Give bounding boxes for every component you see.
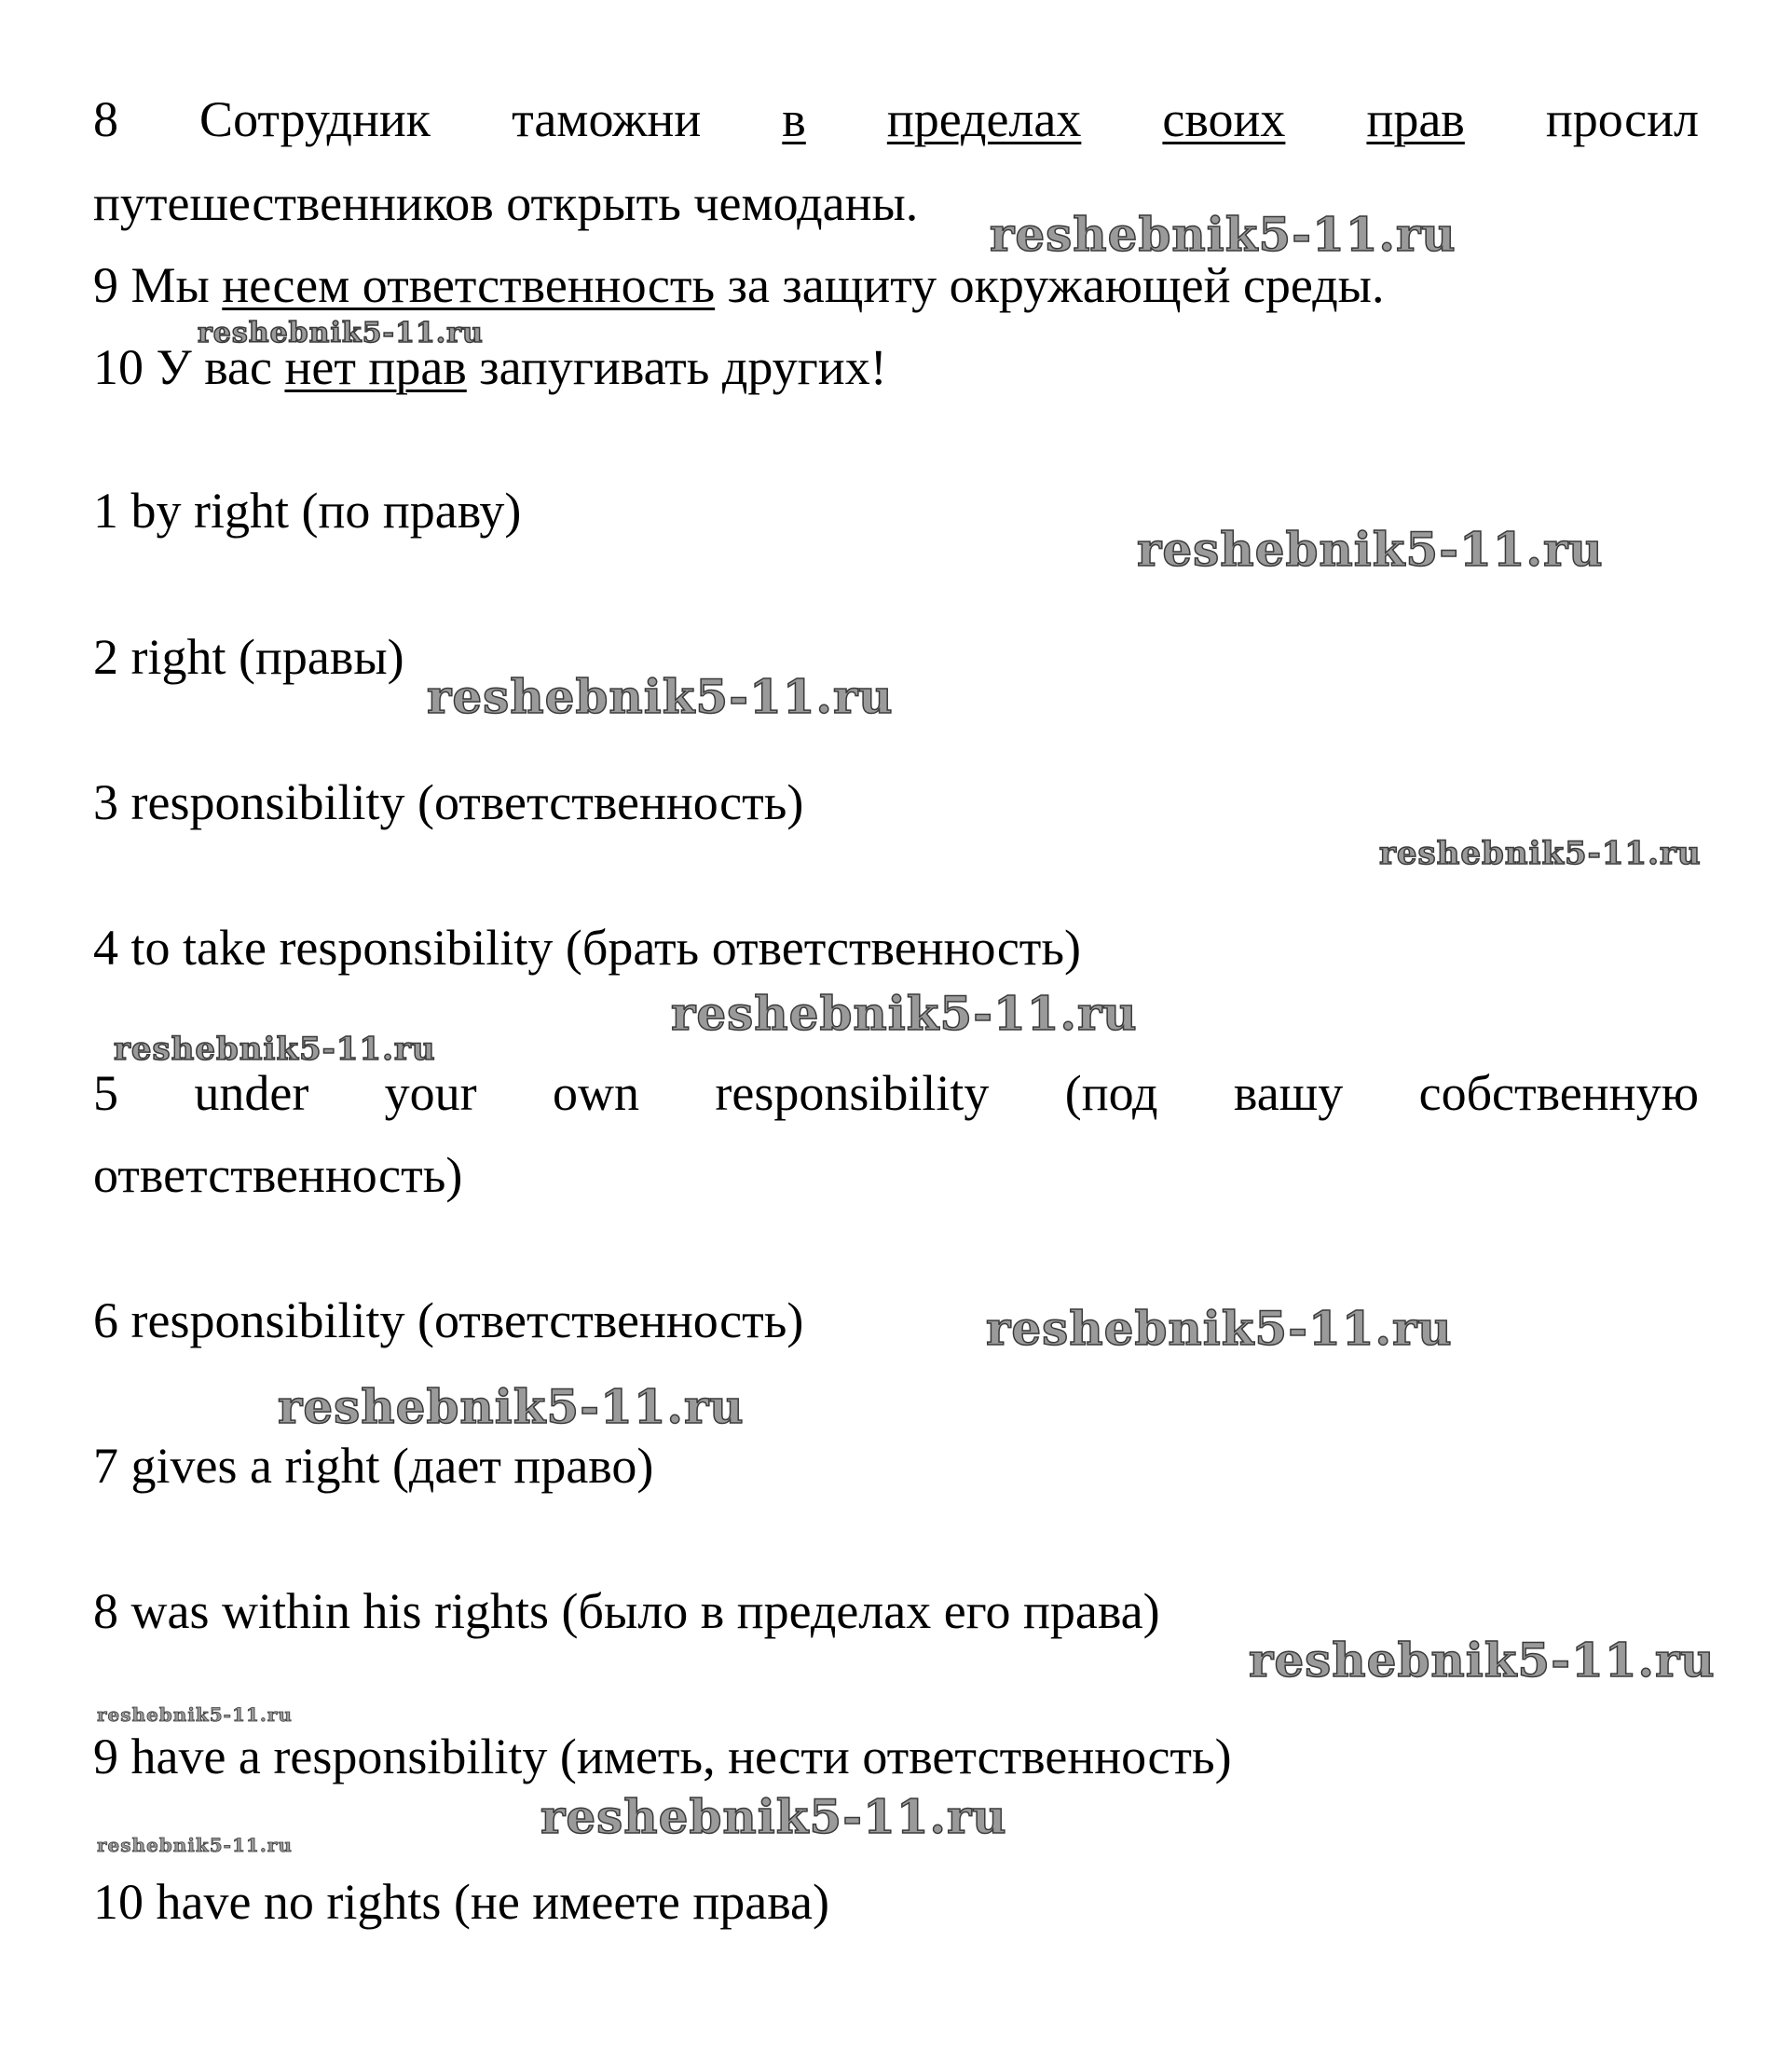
answer-9: 9 have a responsibility (иметь, нести ответственность) (93, 1729, 1232, 1784)
watermark: reshebnik5-11.ru (114, 1031, 436, 1068)
watermark: reshebnik5-11.ru (990, 207, 1457, 262)
answer-5-word: under (194, 1065, 309, 1121)
answer-5-word: own (553, 1065, 640, 1121)
answer-5-word: (под (1064, 1065, 1158, 1121)
answer-6: 6 responsibility (ответственность) (93, 1292, 804, 1348)
sentence-9 (93, 257, 1699, 313)
answer-3: 3 responsibility (ответственность) (93, 774, 804, 830)
sentence-8-underlined-word: пределах (886, 91, 1082, 147)
watermark: reshebnik5-11.ru (1249, 1633, 1716, 1688)
answer-5-line-1 (93, 1065, 1699, 1121)
watermark: reshebnik5-11.ru (540, 1789, 1007, 1844)
answer-8: 8 was within his rights (было в пределах его права) (93, 1583, 1160, 1639)
sentence-8-word: просил (1545, 91, 1699, 147)
sentence-10-start: 10 У вас (93, 339, 285, 395)
answer-5-word: вашу (1233, 1065, 1344, 1121)
answer-5-word: your (384, 1065, 477, 1121)
watermark: reshebnik5-11.ru (278, 1379, 745, 1434)
sentence-8-word: таможни (512, 91, 702, 147)
answer-5-word: responsibility (715, 1065, 990, 1121)
sentence-8-word: Сотрудник (199, 91, 431, 147)
watermark: reshebnik5-11.ru (427, 669, 894, 724)
sentence-8-line-2: путешественников открыть чемоданы. (93, 175, 919, 231)
answer-10: 10 have no rights (не имеете права) (93, 1874, 829, 1930)
sentence-9-underlined: несем ответственность (222, 257, 716, 313)
answer-5-line-2: ответственность) (93, 1147, 463, 1203)
sentence-9-start: 9 Мы (93, 257, 223, 313)
sentence-8-number: 8 (93, 91, 118, 147)
watermark: reshebnik5-11.ru (1379, 835, 1702, 872)
answer-1: 1 by right (по праву) (93, 483, 522, 539)
sentence-10-end: запугивать других! (466, 339, 887, 395)
answer-5-word: собственную (1418, 1065, 1699, 1121)
sentence-8-underlined-word: своих (1162, 91, 1286, 147)
watermark: reshebnik5-11.ru (97, 1834, 293, 1856)
watermark: reshebnik5-11.ru (198, 317, 484, 349)
sentence-8-underlined-word: в (782, 91, 806, 147)
answer-7: 7 gives a right (дает право) (93, 1438, 654, 1494)
sentence-9-end: за защиту окружающей среды. (715, 257, 1385, 313)
answer-5-word: 5 (93, 1065, 118, 1121)
watermark: reshebnik5-11.ru (986, 1301, 1453, 1356)
sentence-8-underlined-word: прав (1366, 91, 1465, 147)
sentence-10-underlined: нет прав (284, 339, 467, 395)
watermark: reshebnik5-11.ru (1137, 522, 1604, 577)
watermark: reshebnik5-11.ru (97, 1703, 293, 1726)
answer-4: 4 to take responsibility (брать ответственность) (93, 920, 1082, 976)
answer-2: 2 right (правы) (93, 629, 404, 685)
watermark: reshebnik5-11.ru (671, 986, 1138, 1041)
sentence-8-line-1 (93, 91, 1699, 147)
